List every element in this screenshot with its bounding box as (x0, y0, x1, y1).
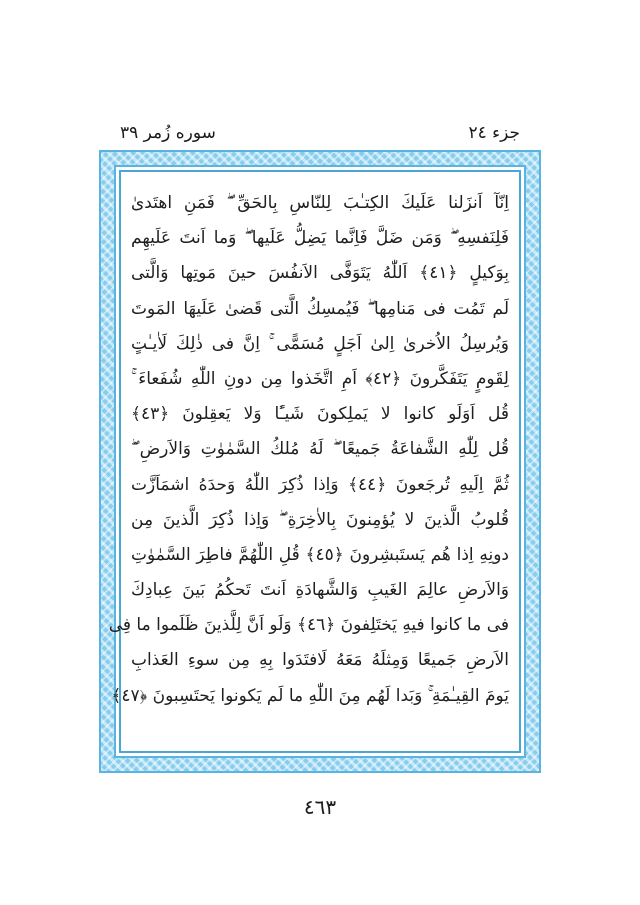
verse-lines (108, 186, 510, 741)
juz-label: جزء ٢٤ (468, 123, 520, 143)
verse-line: قُل اَوَلَو كانوا لا يَملِكونَ شَيـًٔا وَلا يَعقِلونَ ﴿٤٣﴾ (131, 404, 509, 425)
verse-line: وَيُرسِلُ الاُخرىٰ اِلىٰ اَجَلٍ مُسَمًّى ۚ اِنَّ فى ذٰلِكَ لَاٰيـٰتٍ (131, 333, 509, 354)
verse-line: يَومَ القِيـٰمَةِ ۚ وَبَدا لَهُم مِنَ اللّٰهِ ما لَم يَكونوا يَحتَسِبونَ ﴿٤٧﴾ (111, 685, 509, 706)
page-number: ٤٦٣ (303, 795, 337, 819)
verse-line: اِنّآ اَنزَلنا عَلَيكَ الكِتـٰبَ لِلنّاسِ بِالحَقِّ ۖ فَمَنِ اهتَدىٰ (131, 193, 509, 213)
verse-line: دونِهِ اِذا هُم يَستَبشِرونَ ﴿٤٥﴾ قُلِ اللّٰهُمَّ فاطِرَ السَّمٰوٰتِ (131, 544, 509, 565)
text-panel (108, 170, 521, 753)
verse-line: قُل لِلّٰهِ الشَّفاعَةُ جَميعًا ۖ لَهُ مُلكُ السَّمٰوٰتِ وَالاَرضِ ۖ (131, 439, 509, 460)
verse-line: الاَرضِ جَميعًا وَمِثلَهُ مَعَهُ لَافتَدَوا بِهِ مِن سوءِ العَذابِ (131, 650, 509, 671)
ornamental-border (99, 150, 541, 773)
page-header (120, 123, 520, 147)
verse-line: بِوَكيلٍ ﴿٤١﴾ اَللّٰهُ يَتَوَفَّى الاَنفُسَ حينَ مَوتِها وَالَّتى (131, 263, 509, 284)
verse-line: فَلِنَفسِهِ ۖ وَمَن ضَلَّ فَاِنَّما يَضِلُّ عَلَيها ۖ وَما اَنتَ عَلَيهِم (131, 228, 509, 249)
verse-line: ثُمَّ اِلَيهِ تُرجَعونَ ﴿٤٤﴾ وَاِذا ذُكِرَ اللّٰهُ وَحدَهُ اشمَاَزَّت (131, 474, 510, 495)
verse-line: فى ما كانوا فيهِ يَختَلِفونَ ﴿٤٦﴾ وَلَو اَنَّ لِلَّذينَ ظَلَموا ما فِى (108, 615, 509, 636)
verse-line: لَم تَمُت فى مَنامِها ۖ فَيُمسِكُ الَّتى قَضىٰ عَلَيهَا المَوتَ (131, 298, 509, 319)
verse-line: وَالاَرضِ عالِمَ الغَيبِ وَالشَّهادَةِ اَنتَ تَحكُمُ بَينَ عِبادِكَ (131, 580, 509, 601)
surah-label: سوره زُمر ٣٩ (120, 123, 216, 143)
verse-line: لِقَومٍ يَتَفَكَّرونَ ﴿٤٢﴾ اَمِ اتَّخَذوا مِن دونِ اللّٰهِ شُفَعاءَ ۚ (131, 368, 509, 389)
verse-line: قُلوبُ الَّذينَ لا يُؤمِنونَ بِالاٰخِرَةِ ۖ وَاِذا ذُكِرَ الَّذينَ مِن (131, 509, 509, 530)
